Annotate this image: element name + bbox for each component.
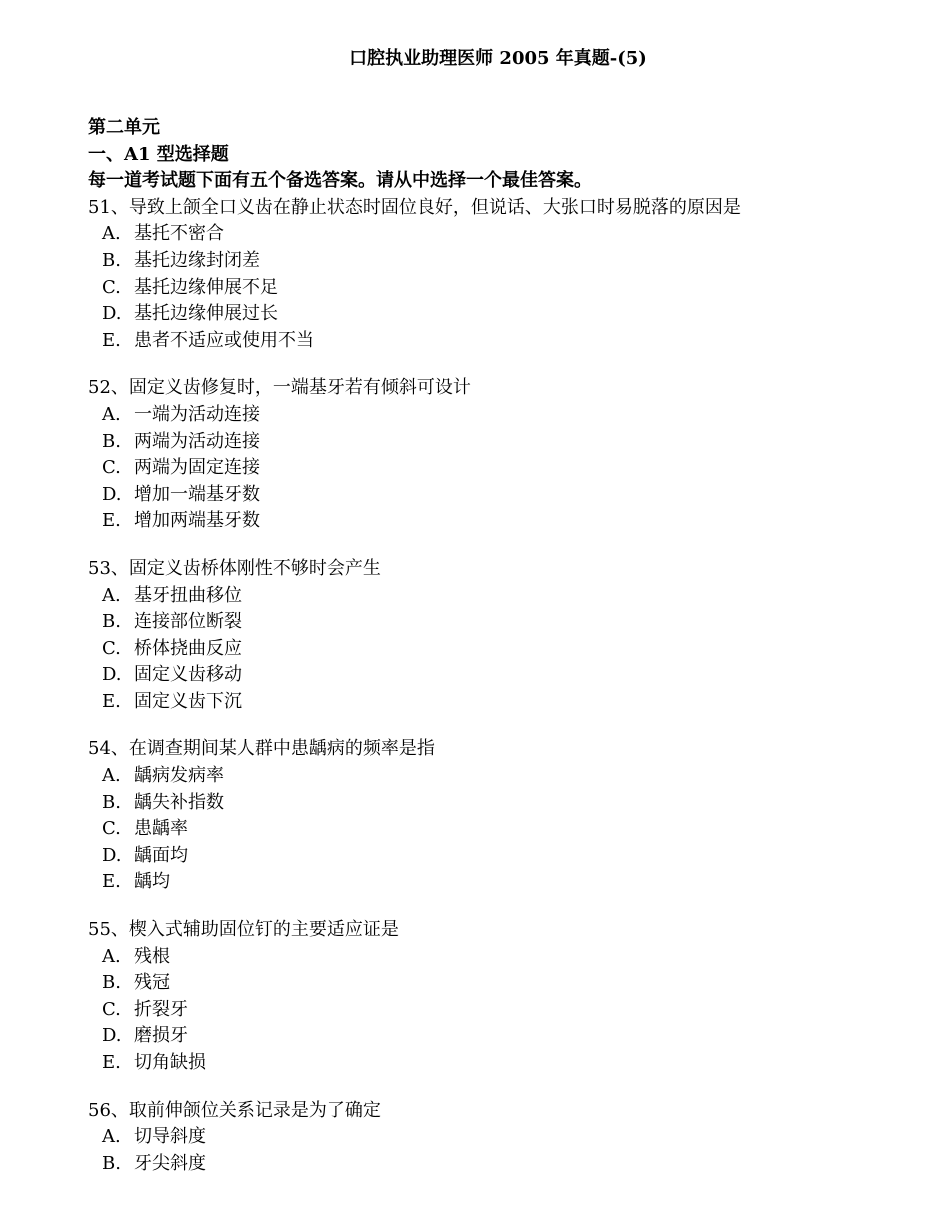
answer-option xyxy=(88,689,908,716)
option-text: 增加两端基牙数 xyxy=(134,510,260,532)
option-text: 一端为活动连接 xyxy=(134,403,260,425)
answer-option xyxy=(88,301,908,328)
answer-option xyxy=(88,402,908,429)
answer-option xyxy=(88,843,908,870)
option-letter: B. xyxy=(102,1152,121,1174)
answer-option xyxy=(88,997,908,1024)
answer-option xyxy=(88,429,908,456)
option-letter: D. xyxy=(102,844,122,866)
answer-option xyxy=(88,816,908,843)
option-letter: D. xyxy=(102,483,122,505)
answer-option xyxy=(88,609,908,636)
question-block xyxy=(88,556,908,716)
option-text: 折裂牙 xyxy=(134,998,188,1020)
question-block xyxy=(88,375,908,535)
option-text: 龋失补指数 xyxy=(134,791,224,813)
unit-heading: 第二单元 xyxy=(88,117,160,138)
answer-option xyxy=(88,944,908,971)
answer-option xyxy=(88,508,908,535)
option-text: 固定义齿移动 xyxy=(134,664,242,686)
instruction-text: 每一道考试题下面有五个备选答案。请从中选择一个最佳答案。 xyxy=(88,170,592,192)
option-text: 两端为活动连接 xyxy=(134,430,260,452)
document-content xyxy=(88,115,908,1177)
option-letter: C. xyxy=(102,457,121,479)
option-text: 基托边缘伸展过长 xyxy=(134,303,278,325)
option-letter: E. xyxy=(102,690,121,712)
option-letter: C. xyxy=(102,998,121,1020)
option-text: 切角缺损 xyxy=(134,1052,206,1073)
question-block xyxy=(88,195,908,355)
option-letter: E. xyxy=(102,329,121,351)
option-letter: E. xyxy=(102,871,121,893)
option-text: 基牙扭曲移位 xyxy=(134,584,242,606)
answer-option xyxy=(88,248,908,275)
question-stem: 51、导致上颌全口义齿在静止状态时固位良好，但说话、大张口时易脱落的原因是 xyxy=(88,196,741,218)
question-stem: 54、在调查期间某人群中患龋病的频率是指 xyxy=(88,738,435,760)
option-letter: D. xyxy=(102,664,122,686)
answer-option xyxy=(88,455,908,482)
option-text: 龋面均 xyxy=(134,844,188,866)
answer-option xyxy=(88,1050,908,1077)
option-text: 磨损牙 xyxy=(134,1025,188,1047)
option-letter: C. xyxy=(102,818,121,840)
option-letter: C. xyxy=(102,637,121,659)
option-text: 切导斜度 xyxy=(134,1126,206,1148)
option-letter: A. xyxy=(102,765,121,787)
option-text: 增加一端基牙数 xyxy=(134,483,260,505)
answer-option xyxy=(88,1124,908,1151)
question-list xyxy=(88,195,908,1178)
option-text: 基托不密合 xyxy=(134,223,224,245)
option-text: 基托边缘封闭差 xyxy=(134,249,260,271)
option-letter: C. xyxy=(102,276,121,298)
answer-option xyxy=(88,763,908,790)
option-text: 残冠 xyxy=(134,972,170,994)
question-block xyxy=(88,1098,908,1178)
option-letter: A. xyxy=(102,223,121,245)
option-letter: A. xyxy=(102,1126,121,1148)
answer-option xyxy=(88,221,908,248)
option-text: 患龋率 xyxy=(134,818,188,840)
question-block xyxy=(88,917,908,1077)
section-heading: 一、A1 型选择题 xyxy=(88,143,229,165)
question-stem: 53、固定义齿桥体刚性不够时会产生 xyxy=(88,557,381,579)
option-letter: B. xyxy=(102,791,121,813)
option-text: 桥体挠曲反应 xyxy=(134,637,242,659)
option-text: 患者不适应或使用不当 xyxy=(134,329,314,351)
option-letter: A. xyxy=(102,584,121,606)
answer-option xyxy=(88,636,908,663)
answer-option xyxy=(88,1023,908,1050)
answer-option xyxy=(88,275,908,302)
option-text: 龋均 xyxy=(134,871,170,893)
option-letter: A. xyxy=(102,945,121,967)
question-stem: 55、楔入式辅助固位钉的主要适应证是 xyxy=(88,919,399,941)
option-letter: B. xyxy=(102,611,121,633)
answer-option xyxy=(88,790,908,817)
option-letter: E. xyxy=(102,1052,121,1073)
answer-option xyxy=(88,1151,908,1178)
option-text: 基托边缘伸展不足 xyxy=(134,276,278,298)
option-text: 连接部位断裂 xyxy=(134,611,242,633)
answer-option xyxy=(88,583,908,610)
question-stem: 52、固定义齿修复时，一端基牙若有倾斜可设计 xyxy=(88,377,471,399)
option-text: 两端为固定连接 xyxy=(134,457,260,479)
option-text: 牙尖斜度 xyxy=(134,1152,206,1174)
option-letter: E. xyxy=(102,510,121,532)
option-text: 固定义齿下沉 xyxy=(134,690,242,712)
option-letter: B. xyxy=(102,430,121,452)
answer-option xyxy=(88,869,908,896)
question-block xyxy=(88,736,908,896)
option-letter: A. xyxy=(102,403,121,425)
option-letter: D. xyxy=(102,1025,122,1047)
option-text: 残根 xyxy=(134,945,170,967)
option-letter: D. xyxy=(102,303,122,325)
answer-option xyxy=(88,662,908,689)
answer-option xyxy=(88,328,908,355)
question-stem: 56、取前伸颌位关系记录是为了确定 xyxy=(88,1099,381,1121)
option-letter: B. xyxy=(102,972,121,994)
option-text: 龋病发病率 xyxy=(134,765,224,787)
answer-option xyxy=(88,970,908,997)
option-letter: B. xyxy=(102,249,121,271)
answer-option xyxy=(88,482,908,509)
document-title: 口腔执业助理医师 2005 年真题-(5) xyxy=(349,48,647,69)
